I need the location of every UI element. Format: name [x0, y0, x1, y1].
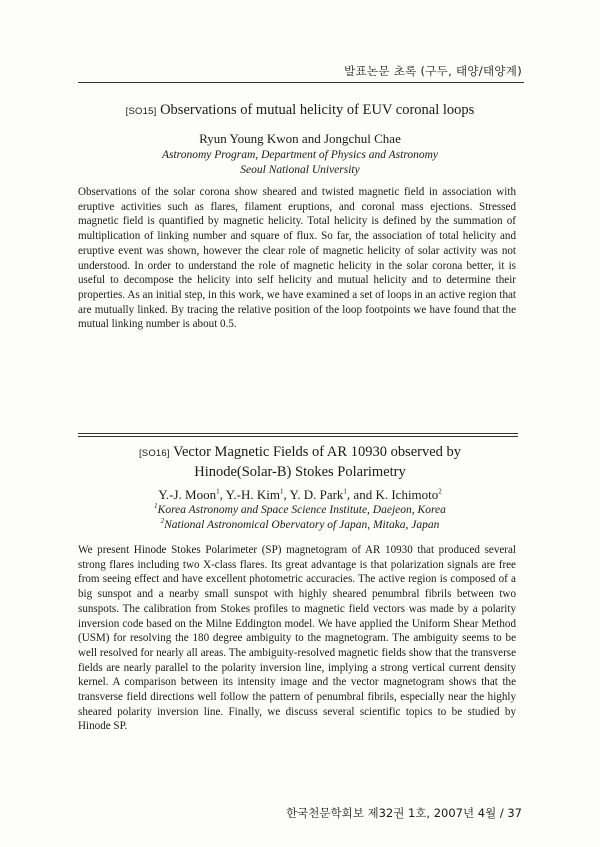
article-1-title-line: [0, 101, 600, 121]
author-name: Y.-J. Moon: [158, 487, 217, 502]
article-1-affiliation-1: Astronomy Program, Department of Physics and Astronomy: [161, 149, 439, 161]
article-1-title: Observations of mutual helicity of EUV coronal loops: [160, 102, 475, 118]
author-separator: ,: [219, 487, 226, 502]
page-footer: 한국천문학회보 제32권 1호, 2007년 4월 / 37: [286, 806, 522, 820]
article-1-tag: [SO15]: [125, 106, 157, 117]
article-2-title-line-1: [SO16] Vector Magnetic Fields of AR 10930 observed by: [138, 444, 462, 460]
section-divider: [78, 433, 518, 434]
article-1-authors: Ryun Young Kwon and Jongchul Chae: [199, 131, 401, 146]
author-affiliation-mark: 1: [216, 487, 220, 496]
article-2-title-line-2: Hinode(Solar-B) Stokes Polarimetry: [194, 463, 406, 480]
article-2-abstract: We present Hinode Stokes Polarimeter (SP) magnetogram of AR 10930 that produced several strong flares including two X-class flares. Its great advantage is that polarization signals are free from seeing effect and have excellent photometric accuracies. The active region is composed of a big sunspot and a nearby small sunspot with highly sheared penumbral fibrils between two sunspots. The calibration from Stokes profiles to magnetic field vectors was made by a polarity inversion code based on the Milne Eddington model. We have applied the Uniform Shear Method (USM) for resolving the 180 degree ambiguity to the magnetogram. The ambiguity seems to be well resolved for nearly all areas. The ambiguity-resolved magnetic fields show that the transverse fields are nearly parallel to the polarity inversion line, implying a strong vertical current density kernel. A comparison between its intensity image and the vector magnetogram shows that the transverse field directions well follow the pattern of penumbral fibrils, especially near the highly sheared polarity inversion line. Finally, we discuss several scientific topics to be studied by Hinode SP.: [78, 544, 516, 733]
author-separator: ,: [283, 487, 290, 502]
article-2-title: [0, 443, 600, 482]
article-2-affiliation-2: $^2$National Astronomical Obervatory of Japan, Mitaka, Japan: [160, 517, 440, 531]
author-separator-last: , and: [346, 487, 376, 502]
article-1-abstract: Observations of the solar corona show sheared and twisted magnetic field in association with eruptive activities such as flares, filament eruptions, and coronal mass ejections. Stressed magnetic field is quantified by magnetic helicity. Total helicity is defined by the summation of multiplication of linking number and square of flux. So far, the association of total helicity and eruptive event was shown, however the clear role of magnetic helicity of solar activity was not understood. In order to understand the role of magnetic helicity in the solar corona better, it is useful to decompose the helicity into self helicity and mutual helicity and to determine their properties. As an initial step, in this work, we have examined a set of loops in an active region that are mutually linked. By tracing the relative position of the loop footpoints we have found that the mutual linking number is about 0.5.: [78, 186, 516, 331]
header-rule: [78, 82, 524, 83]
section-divider-second: [78, 436, 518, 437]
author-name: K. Ichimoto: [375, 487, 439, 502]
article-2-authors: [0, 487, 600, 503]
article-2-affiliation-1: $^1$Korea Astronomy and Space Science Institute, Daejeon, Korea: [154, 502, 446, 516]
author-affiliation-mark: 1: [343, 487, 347, 496]
author-name: Y. D. Park: [289, 487, 344, 502]
author-affiliation-mark: 1: [279, 487, 284, 496]
article-2-tag: [SO16]: [138, 448, 170, 459]
running-header: 발표논문 초록 (구두, 태양/태양계): [344, 64, 522, 78]
author-affiliation-mark: 2: [438, 487, 442, 496]
author-name: Y.-H. Kim: [225, 487, 280, 502]
article-1-affiliation-2: Seoul National University: [240, 164, 360, 176]
